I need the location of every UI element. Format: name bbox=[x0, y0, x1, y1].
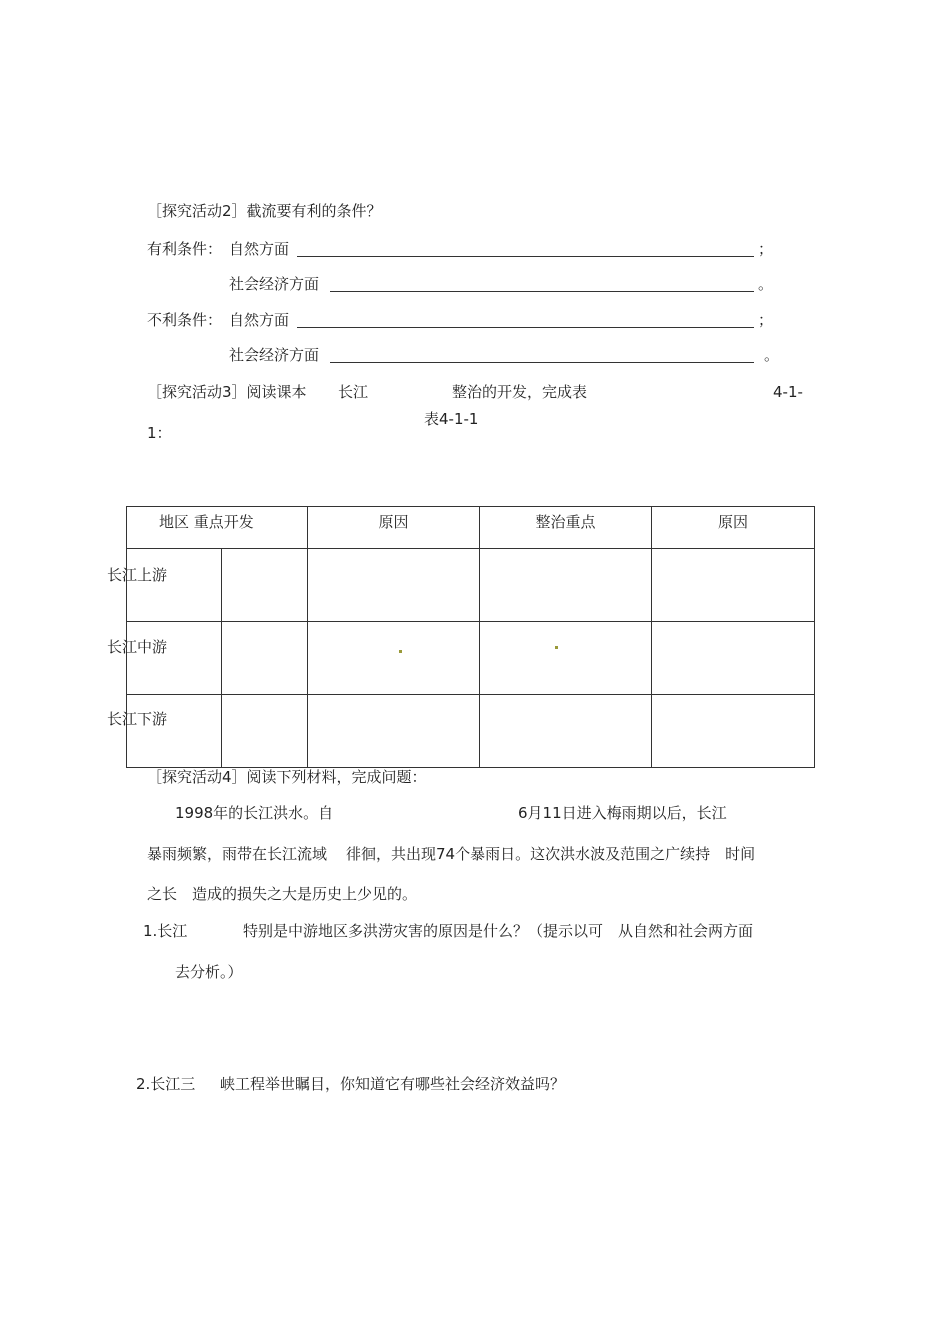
table-row bbox=[127, 549, 815, 622]
header-reason-1: 原因 bbox=[308, 507, 480, 549]
activity2-title: ［探究活动2］截流要有利的条件？ bbox=[147, 202, 382, 220]
table-row bbox=[127, 622, 815, 695]
unfavorable-socio-label: 社会经济方面 bbox=[229, 346, 320, 364]
favorable-natural-label: 自然方面 bbox=[229, 240, 290, 258]
favorable-socio-label: 社会经济方面 bbox=[229, 275, 320, 293]
activity3-title-start: ［探究活动3］阅读课本 bbox=[147, 383, 307, 401]
table-cell[interactable] bbox=[222, 695, 308, 768]
material-line2-end: 徘徊，共出现74个暴雨日。这次洪水波及范围之广续持 时间 bbox=[346, 845, 756, 863]
unfavorable-socio-end: 。 bbox=[764, 346, 780, 364]
row-label-middle: 长江中游 bbox=[107, 638, 168, 656]
unfavorable-natural-label: 自然方面 bbox=[229, 311, 290, 329]
question1-text: 特别是中游地区多洪涝灾害的原因是什么？（提示以可 从自然和社会两方面 bbox=[243, 922, 754, 940]
favorable-socio-end: 。 bbox=[758, 275, 774, 293]
development-table bbox=[126, 506, 815, 768]
table-caption: 表4-1-1 bbox=[424, 410, 479, 428]
table-row bbox=[127, 695, 815, 768]
table-cell[interactable] bbox=[222, 549, 308, 622]
table-header-row bbox=[127, 507, 815, 549]
header-region: 地区 重点开发 bbox=[127, 507, 308, 549]
material-line1-end: 6月11日进入梅雨期以后，长江 bbox=[518, 804, 727, 822]
question1-text-cont: 去分析。） bbox=[175, 963, 243, 981]
question2-number: 2.长江三 bbox=[136, 1075, 196, 1093]
activity3-river: 长江 bbox=[338, 383, 369, 401]
unfavorable-socio-blank[interactable] bbox=[330, 362, 754, 363]
activity3-table-ref-end: 1： bbox=[147, 424, 172, 442]
table-cell[interactable] bbox=[480, 622, 652, 695]
table-cell[interactable] bbox=[308, 695, 480, 768]
table-cell[interactable] bbox=[652, 549, 815, 622]
table-cell[interactable] bbox=[480, 549, 652, 622]
material-line2-start: 暴雨频繁，雨带在长江流域 bbox=[147, 845, 328, 863]
material-line1-start: 1998年的长江洪水。自 bbox=[175, 804, 334, 822]
favorable-natural-blank[interactable] bbox=[297, 256, 754, 257]
table-cell[interactable] bbox=[652, 622, 815, 695]
table-cell[interactable] bbox=[308, 622, 480, 695]
question1-number: 1.长江 bbox=[143, 922, 188, 940]
favorable-natural-end: ； bbox=[758, 240, 774, 258]
scan-speck bbox=[555, 646, 558, 649]
table-cell[interactable] bbox=[652, 695, 815, 768]
row-label-lower: 长江下游 bbox=[107, 710, 168, 728]
table-cell[interactable] bbox=[127, 549, 222, 622]
favorable-socio-blank[interactable] bbox=[330, 291, 754, 292]
header-governance: 整治重点 bbox=[480, 507, 652, 549]
table-cell[interactable] bbox=[127, 622, 222, 695]
row-label-upper: 长江上游 bbox=[107, 566, 168, 584]
activity3-title-mid: 整治的开发，完成表 bbox=[452, 383, 588, 401]
table-cell[interactable] bbox=[308, 549, 480, 622]
question2-text: 峡工程举世瞩目，你知道它有哪些社会经济效益吗？ bbox=[220, 1075, 566, 1093]
favorable-label: 有利条件： bbox=[147, 240, 223, 258]
material-line3: 之长 造成的损失之大是历史上少见的。 bbox=[147, 885, 418, 903]
unfavorable-natural-blank[interactable] bbox=[297, 327, 754, 328]
activity4-title: ［探究活动4］阅读下列材料，完成问题： bbox=[147, 768, 427, 786]
table-cell[interactable] bbox=[480, 695, 652, 768]
unfavorable-natural-end: ； bbox=[758, 311, 774, 329]
scan-speck bbox=[399, 650, 402, 653]
table-cell[interactable] bbox=[127, 695, 222, 768]
table-cell[interactable] bbox=[222, 622, 308, 695]
unfavorable-label: 不利条件： bbox=[147, 311, 223, 329]
header-reason-2: 原因 bbox=[652, 507, 815, 549]
activity3-table-ref: 4-1- bbox=[773, 383, 803, 401]
